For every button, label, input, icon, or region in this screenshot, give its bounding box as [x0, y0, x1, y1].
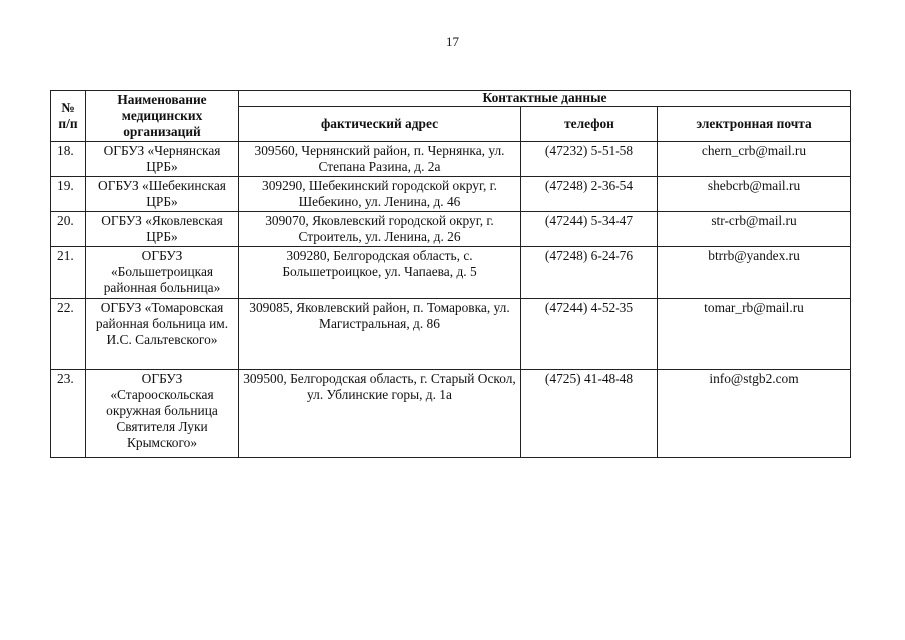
row-num: 20.	[51, 212, 86, 247]
row-phone: (4725) 41-48-48	[521, 370, 658, 458]
page-number: 17	[446, 34, 459, 49]
table-row	[51, 142, 851, 177]
table-row	[51, 299, 851, 370]
row-org-name: ОГБУЗ «Яковлевская ЦРБ»	[86, 212, 239, 247]
row-phone: (47244) 4-52-35	[521, 299, 658, 370]
header-name: Наименование медицинских организаций	[86, 91, 239, 142]
row-num: 23.	[51, 370, 86, 458]
row-org-name: ОГБУЗ «Старооскольская окружная больница Святителя Луки Крымского»	[86, 370, 239, 458]
row-address: 309500, Белгородская область, г. Старый Оскол, ул. Ублинские горы, д. 1а	[239, 370, 521, 458]
row-org-name: ОГБУЗ «Шебекинская ЦРБ»	[86, 177, 239, 212]
row-email: info@stgb2.com	[658, 370, 851, 458]
header-num: № п/п	[51, 91, 86, 142]
table-row	[51, 247, 851, 299]
row-address: 309070, Яковлевский городской округ, г. Строитель, ул. Ленина, д. 26	[239, 212, 521, 247]
row-address: 309280, Белгородская область, с. Большетроицкое, ул. Чапаева, д. 5	[239, 247, 521, 299]
row-phone: (47232) 5-51-58	[521, 142, 658, 177]
table-row	[51, 370, 851, 458]
table-row	[51, 177, 851, 212]
row-phone: (47248) 2-36-54	[521, 177, 658, 212]
row-phone: (47248) 6-24-76	[521, 247, 658, 299]
header-phone: телефон	[521, 106, 658, 141]
row-email: str-crb@mail.ru	[658, 212, 851, 247]
row-email: tomar_rb@mail.ru	[658, 299, 851, 370]
row-address: 309560, Чернянский район, п. Чернянка, ул. Степана Разина, д. 2а	[239, 142, 521, 177]
table-row	[51, 212, 851, 247]
row-num: 22.	[51, 299, 86, 370]
header-address: фактический адрес	[239, 106, 521, 141]
row-org-name: ОГБУЗ «Большетроицкая районная больница»	[86, 247, 239, 299]
header-contacts: Контактные данные	[239, 91, 851, 107]
row-phone: (47244) 5-34-47	[521, 212, 658, 247]
header-row	[51, 91, 851, 107]
row-address: 309085, Яковлевский район, п. Томаровка, ул. Магистральная, д. 86	[239, 299, 521, 370]
row-org-name: ОГБУЗ «Томаровская районная больница им. И.С. Сальтевского»	[86, 299, 239, 370]
row-num: 18.	[51, 142, 86, 177]
row-address: 309290, Шебекинский городской округ, г. Шебекино, ул. Ленина, д. 46	[239, 177, 521, 212]
row-email: shebcrb@mail.ru	[658, 177, 851, 212]
row-email: chern_crb@mail.ru	[658, 142, 851, 177]
row-email: btrrb@yandex.ru	[658, 247, 851, 299]
row-num: 21.	[51, 247, 86, 299]
row-org-name: ОГБУЗ «Чернянская ЦРБ»	[86, 142, 239, 177]
header-email: электронная почта	[658, 106, 851, 141]
row-num: 19.	[51, 177, 86, 212]
contacts-table	[50, 90, 851, 458]
